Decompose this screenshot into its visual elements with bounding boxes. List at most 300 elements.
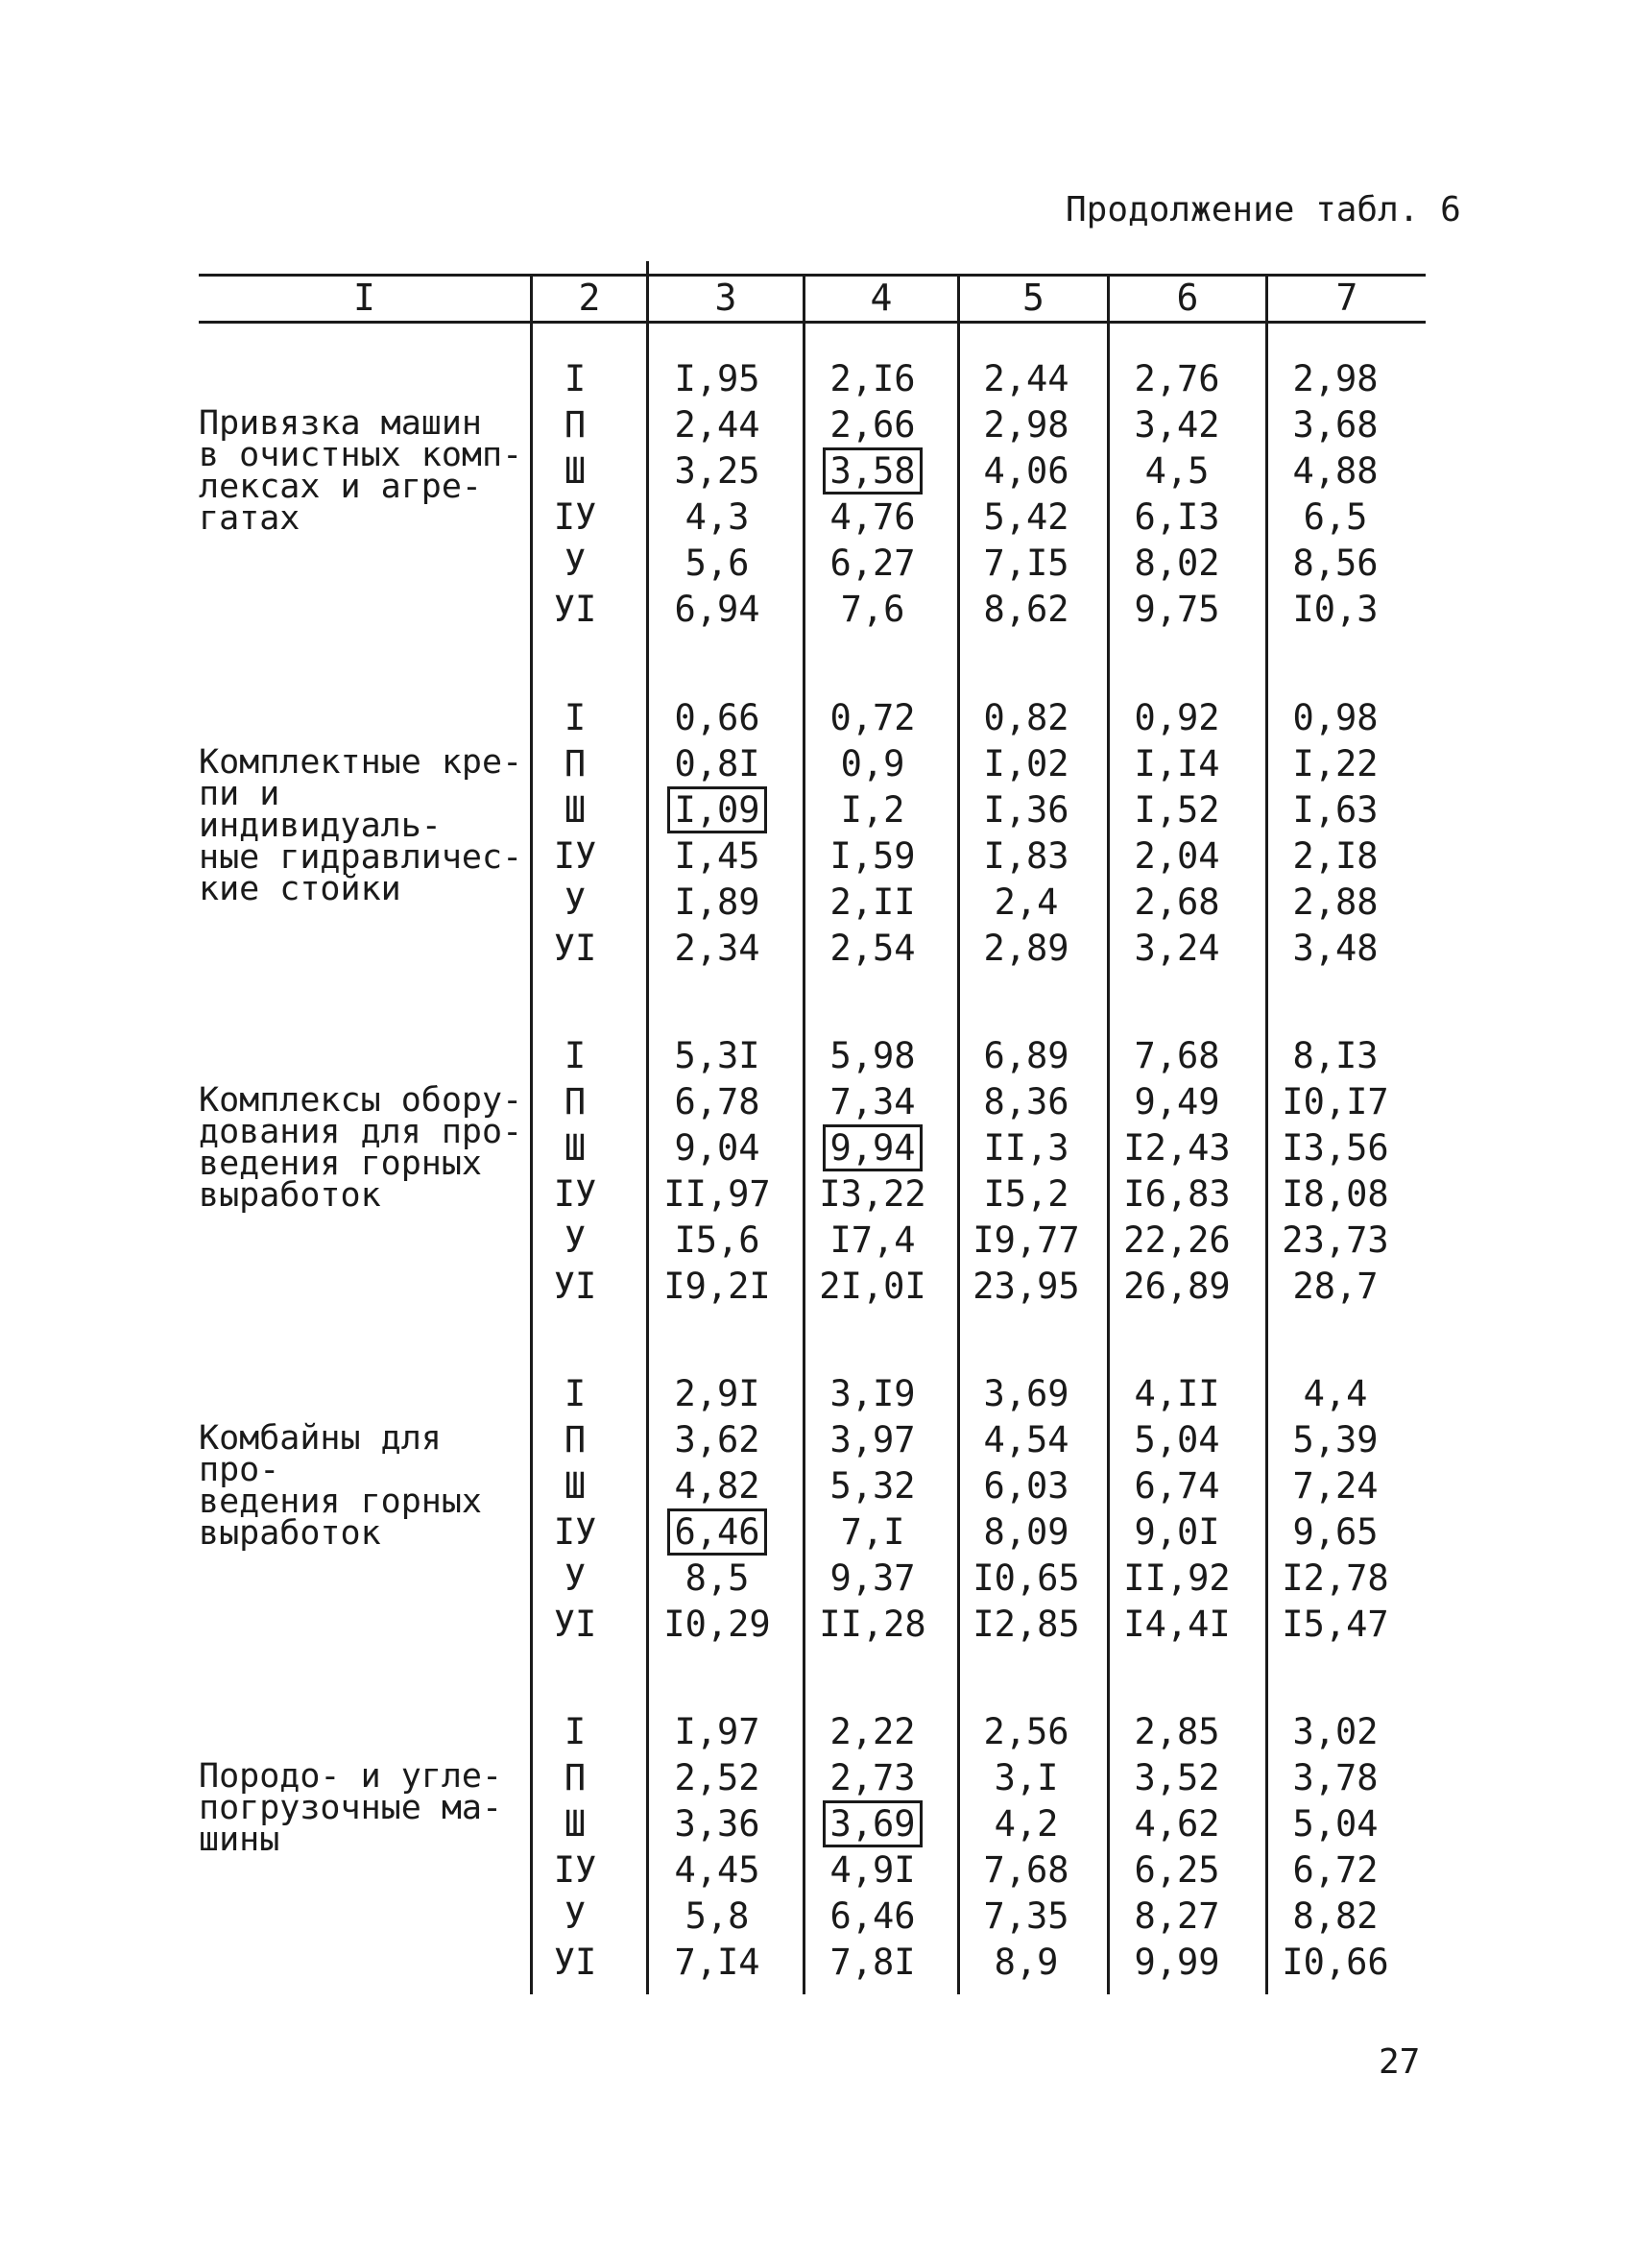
cell-value: 2,98	[1292, 358, 1379, 399]
cell-value: 2,4	[994, 881, 1059, 923]
cell-value: 8,62	[983, 589, 1069, 630]
cell-value: I6,83	[1123, 1173, 1231, 1215]
table-cell	[1268, 1943, 1403, 1982]
cell-value: 8,9	[994, 1942, 1059, 1983]
cell-value: 26,89	[1123, 1266, 1231, 1307]
table-cell	[649, 544, 785, 583]
row-category	[533, 883, 617, 922]
cell-value: 6,94	[674, 589, 760, 630]
cell-value: 2I,0I	[819, 1266, 926, 1307]
table-cell	[1110, 1267, 1244, 1306]
table-cell	[1268, 1851, 1403, 1890]
cell-value: I	[564, 358, 587, 399]
table-cell	[1110, 1897, 1244, 1936]
cell-value: 3,62	[674, 1419, 760, 1460]
table-cell	[649, 1897, 785, 1936]
table-cell	[1268, 1221, 1403, 1260]
cell-value: 4,9I	[829, 1849, 916, 1891]
table-cell	[649, 791, 785, 830]
table-cell	[1110, 791, 1244, 830]
table-cell	[805, 1759, 940, 1798]
cell-value: 6,03	[983, 1465, 1069, 1507]
cell-value: УI	[553, 1942, 597, 1983]
row-category	[533, 1037, 617, 1075]
table-cell	[960, 1943, 1093, 1982]
cell-value: 0,8I	[674, 743, 760, 784]
table-cell	[1110, 1421, 1244, 1460]
cell-value: Ш	[564, 450, 587, 492]
row-category	[533, 1221, 617, 1260]
row-category	[533, 1559, 617, 1598]
table-cell	[805, 1559, 940, 1598]
table-cell	[1110, 1467, 1244, 1506]
table-cell	[1268, 929, 1403, 968]
cell-value: 4,2	[994, 1803, 1059, 1845]
cell-value: П	[564, 404, 587, 446]
cell-value: 9,37	[829, 1557, 916, 1599]
table-cell	[1110, 1129, 1244, 1168]
table-cell	[805, 837, 940, 876]
table-cell	[960, 1375, 1093, 1413]
cell-value: IУ	[553, 1511, 597, 1553]
highlighted-value: 3,58	[823, 447, 922, 495]
table-cell	[805, 360, 940, 398]
column-header-7: 7	[1335, 277, 1358, 319]
column-header-3: 3	[714, 277, 737, 319]
cell-value: I0,65	[973, 1557, 1080, 1599]
table-cell	[960, 544, 1093, 583]
row-category	[533, 1129, 617, 1168]
table-cell	[1268, 699, 1403, 737]
row-group-label: Породо- и угле- погрузочные ма- шины	[199, 1757, 503, 1859]
table-cell	[960, 498, 1093, 537]
cell-value: I5,2	[983, 1173, 1069, 1215]
table-cell	[1110, 591, 1244, 629]
table-cell	[805, 544, 940, 583]
column-header-6: 6	[1176, 277, 1199, 319]
cell-value: 2,34	[674, 928, 760, 969]
highlighted-value: 9,94	[823, 1124, 922, 1171]
cell-value: I3,22	[819, 1173, 926, 1215]
cell-value: 0,66	[674, 697, 760, 738]
table-cell	[649, 591, 785, 629]
row-category	[533, 1083, 617, 1122]
cell-value: 2,54	[829, 928, 916, 969]
cell-value: I2,85	[973, 1604, 1080, 1645]
cell-value: I9,2I	[663, 1266, 771, 1307]
table-caption: Продолжение табл. 6	[1066, 190, 1461, 229]
cell-value: I	[564, 1373, 587, 1414]
table-cell	[805, 1421, 940, 1460]
cell-value: 0,72	[829, 697, 916, 738]
table-cell	[805, 1175, 940, 1214]
table-cell	[1268, 1805, 1403, 1844]
cell-value: 8,5	[684, 1557, 750, 1599]
table-cell	[1110, 1037, 1244, 1075]
cell-value: 3,48	[1292, 928, 1379, 969]
row-category	[533, 1943, 617, 1982]
table-cell	[1268, 883, 1403, 922]
table-cell	[960, 452, 1093, 491]
table-cell	[1268, 544, 1403, 583]
row-category	[533, 498, 617, 537]
row-category	[533, 1375, 617, 1413]
row-category	[533, 1759, 617, 1798]
table-cell	[805, 699, 940, 737]
cell-value: 3,97	[829, 1419, 916, 1460]
table-cell	[649, 1375, 785, 1413]
cell-value: I,63	[1292, 789, 1379, 831]
cell-value: П	[564, 1757, 587, 1798]
cell-value: 8,02	[1134, 543, 1220, 584]
cell-value: 2,66	[829, 404, 916, 446]
row-category	[533, 360, 617, 398]
row-category	[533, 745, 617, 784]
cell-value: II,28	[819, 1604, 926, 1645]
cell-value: Ш	[564, 1803, 587, 1845]
cell-value: 3,02	[1292, 1711, 1379, 1752]
table-cell	[1268, 498, 1403, 537]
table-cell	[960, 1037, 1093, 1075]
cell-value: 2,II	[829, 881, 916, 923]
cell-value: 8,82	[1292, 1895, 1379, 1937]
cell-value: 2,76	[1134, 358, 1220, 399]
cell-value: 9,49	[1134, 1081, 1220, 1122]
table-cell	[1110, 745, 1244, 784]
table-cell	[1110, 699, 1244, 737]
cell-value: I2,43	[1123, 1127, 1231, 1169]
table-cell	[1110, 1375, 1244, 1413]
row-category	[533, 406, 617, 445]
cell-value: 7,68	[983, 1849, 1069, 1891]
table-cell	[649, 883, 785, 922]
table-cell	[960, 1421, 1093, 1460]
cell-value: 2,22	[829, 1711, 916, 1752]
table-cell	[1110, 544, 1244, 583]
cell-value: 2,88	[1292, 881, 1379, 923]
cell-value: Ш	[564, 789, 587, 831]
table-cell	[805, 929, 940, 968]
cell-value: 4,54	[983, 1419, 1069, 1460]
table-cell	[1268, 1083, 1403, 1122]
column-header-1: I	[353, 277, 375, 319]
table-cell	[960, 837, 1093, 876]
table-cell	[649, 1467, 785, 1506]
cell-value: I3,56	[1282, 1127, 1389, 1169]
row-category	[533, 791, 617, 830]
cell-value: 2,85	[1134, 1711, 1220, 1752]
cell-value: IУ	[553, 835, 597, 877]
table-cell	[649, 406, 785, 445]
cell-value: 6,89	[983, 1035, 1069, 1076]
table-cell	[1268, 591, 1403, 629]
cell-value: 5,39	[1292, 1419, 1379, 1460]
cell-value: 5,6	[684, 543, 750, 584]
table-cell	[649, 1513, 785, 1552]
table-cell	[960, 1851, 1093, 1890]
table-cell	[1110, 1713, 1244, 1751]
page-number: 27	[1379, 2042, 1421, 2082]
cell-value: У	[564, 1895, 587, 1937]
cell-value: 2,9I	[674, 1373, 760, 1414]
row-category	[533, 1805, 617, 1844]
table-cell	[960, 883, 1093, 922]
row-category	[533, 1467, 617, 1506]
highlighted-value: 6,46	[667, 1508, 766, 1556]
table-cell	[649, 1805, 785, 1844]
cell-value: 6,72	[1292, 1849, 1379, 1891]
cell-value: 2,56	[983, 1711, 1069, 1752]
column-header-2: 2	[578, 277, 601, 319]
table-header-rule	[199, 321, 1426, 324]
cell-value: 3,68	[1292, 404, 1379, 446]
row-category	[533, 1513, 617, 1552]
cell-value: П	[564, 1081, 587, 1122]
cell-value: I,I4	[1134, 743, 1220, 784]
cell-value: 6,5	[1303, 496, 1368, 538]
cell-value: I	[564, 1711, 587, 1752]
highlighted-value: I,09	[667, 786, 766, 833]
cell-value: 2,73	[829, 1757, 916, 1798]
table-cell	[960, 1083, 1093, 1122]
table-cell	[1110, 837, 1244, 876]
table-cell	[1268, 1897, 1403, 1936]
row-category	[533, 1851, 617, 1890]
table-cell	[805, 498, 940, 537]
table-cell	[1110, 360, 1244, 398]
cell-value: 9,0I	[1134, 1511, 1220, 1553]
table-cell	[649, 929, 785, 968]
table-cell	[649, 1083, 785, 1122]
table-cell	[1268, 1267, 1403, 1306]
row-category	[533, 1175, 617, 1214]
table-cell	[649, 452, 785, 491]
cell-value: I0,I7	[1282, 1081, 1389, 1122]
cell-value: 7,I5	[983, 543, 1069, 584]
table-cell	[1268, 1175, 1403, 1214]
cell-value: I7,4	[829, 1219, 916, 1261]
cell-value: I,97	[674, 1711, 760, 1752]
cell-value: 22,26	[1123, 1219, 1231, 1261]
table-cell	[805, 1221, 940, 1260]
table-cell	[1268, 360, 1403, 398]
cell-value: II,97	[663, 1173, 771, 1215]
table-cell	[1268, 1605, 1403, 1644]
table-cell	[649, 1175, 785, 1214]
cell-value: I	[564, 1035, 587, 1076]
cell-value: 5,04	[1134, 1419, 1220, 1460]
table-cell	[649, 1559, 785, 1598]
cell-value: II,92	[1123, 1557, 1231, 1599]
column-header-4: 4	[870, 277, 893, 319]
table-cell	[805, 1851, 940, 1890]
cell-value: 3,42	[1134, 404, 1220, 446]
cell-value: 7,I	[840, 1511, 905, 1553]
cell-value: I,02	[983, 743, 1069, 784]
cell-value: 7,I4	[674, 1942, 760, 1983]
table-cell	[805, 1805, 940, 1844]
table-cell	[960, 699, 1093, 737]
cell-value: 9,04	[674, 1127, 760, 1169]
cell-value: 23,95	[973, 1266, 1080, 1307]
table-cell	[649, 360, 785, 398]
cell-value: 5,3I	[674, 1035, 760, 1076]
cell-value: 5,04	[1292, 1803, 1379, 1845]
table-cell	[805, 1083, 940, 1122]
cell-value: I5,6	[674, 1219, 760, 1261]
table-cell	[649, 1605, 785, 1644]
table-cell	[960, 1221, 1093, 1260]
table-cell	[1268, 1421, 1403, 1460]
table-cell	[1110, 1605, 1244, 1644]
table-cell	[1110, 929, 1244, 968]
cell-value: Ш	[564, 1465, 587, 1507]
cell-value: 6,I3	[1134, 496, 1220, 538]
cell-value: I4,4I	[1123, 1604, 1231, 1645]
cell-value: 3,I	[994, 1757, 1059, 1798]
table-cell	[649, 1713, 785, 1751]
cell-value: I,89	[674, 881, 760, 923]
row-category	[533, 1713, 617, 1751]
cell-value: I5,47	[1282, 1604, 1389, 1645]
cell-value: Ш	[564, 1127, 587, 1169]
cell-value: 5,42	[983, 496, 1069, 538]
table-cell	[960, 1759, 1093, 1798]
cell-value: 2,44	[983, 358, 1069, 399]
cell-value: 3,36	[674, 1803, 760, 1845]
table-cell	[649, 837, 785, 876]
cell-value: 7,6	[840, 589, 905, 630]
cell-value: I	[564, 697, 587, 738]
table-cell	[805, 1129, 940, 1168]
table-cell	[1268, 1037, 1403, 1075]
cell-value: 7,24	[1292, 1465, 1379, 1507]
cell-value: 6,25	[1134, 1849, 1220, 1891]
cell-value: II,3	[983, 1127, 1069, 1169]
cell-value: 23,73	[1282, 1219, 1389, 1261]
cell-value: 3,24	[1134, 928, 1220, 969]
table-cell	[805, 1267, 940, 1306]
cell-value: 4,06	[983, 450, 1069, 492]
table-cell	[1268, 1759, 1403, 1798]
table-cell	[1110, 406, 1244, 445]
cell-value: 7,68	[1134, 1035, 1220, 1076]
table-cell	[960, 745, 1093, 784]
table-cell	[960, 1467, 1093, 1506]
table-cell	[805, 1943, 940, 1982]
table-cell	[960, 1559, 1093, 1598]
row-category	[533, 1267, 617, 1306]
cell-value: УI	[553, 1604, 597, 1645]
cell-value: 7,8I	[829, 1942, 916, 1983]
row-category	[533, 1421, 617, 1460]
cell-value: IУ	[553, 1849, 597, 1891]
column-header-5: 5	[1022, 277, 1045, 319]
cell-value: 4,45	[674, 1849, 760, 1891]
cell-value: 5,32	[829, 1465, 916, 1507]
table-top-rule	[199, 274, 1426, 277]
table-cell	[1268, 745, 1403, 784]
cell-value: 3,I9	[829, 1373, 916, 1414]
table-cell	[805, 406, 940, 445]
cell-value: I,45	[674, 835, 760, 877]
table-cell	[805, 1037, 940, 1075]
cell-value: 4,76	[829, 496, 916, 538]
cell-value: I,52	[1134, 789, 1220, 831]
table-cell	[1110, 1221, 1244, 1260]
cell-value: 4,88	[1292, 450, 1379, 492]
row-category	[533, 544, 617, 583]
table-cell	[649, 745, 785, 784]
table-cell	[805, 1375, 940, 1413]
cell-value: 4,3	[684, 496, 750, 538]
cell-value: I,83	[983, 835, 1069, 877]
cell-value: I,95	[674, 358, 760, 399]
table-cell	[960, 1713, 1093, 1751]
cell-value: I,2	[840, 789, 905, 831]
cell-value: I,59	[829, 835, 916, 877]
cell-value: I,22	[1292, 743, 1379, 784]
cell-value: 0,98	[1292, 697, 1379, 738]
cell-value: 2,52	[674, 1757, 760, 1798]
table-cell	[805, 452, 940, 491]
table-cell	[1268, 1713, 1403, 1751]
table-cell	[649, 1759, 785, 1798]
table-cell	[1110, 1513, 1244, 1552]
cell-value: 3,69	[983, 1373, 1069, 1414]
cell-value: П	[564, 1419, 587, 1460]
table-cell	[805, 1467, 940, 1506]
table-cell	[1110, 1083, 1244, 1122]
cell-value: 8,27	[1134, 1895, 1220, 1937]
cell-value: 7,34	[829, 1081, 916, 1122]
cell-value: 6,46	[829, 1895, 916, 1937]
cell-value: IУ	[553, 1173, 597, 1215]
row-category	[533, 1605, 617, 1644]
cell-value: 4,4	[1303, 1373, 1368, 1414]
table-cell	[649, 1267, 785, 1306]
cell-value: 4,5	[1144, 450, 1210, 492]
cell-value: I8,08	[1282, 1173, 1389, 1215]
cell-value: 8,56	[1292, 543, 1379, 584]
cell-value: 5,98	[829, 1035, 916, 1076]
cell-value: УI	[553, 1266, 597, 1307]
table-cell	[1268, 1467, 1403, 1506]
cell-value: У	[564, 1557, 587, 1599]
table-cell	[1268, 1559, 1403, 1598]
table-cell	[960, 1129, 1093, 1168]
cell-value: 3,78	[1292, 1757, 1379, 1798]
table-cell	[1110, 1175, 1244, 1214]
table-cell	[805, 1513, 940, 1552]
row-group-label: Комплектные кре- пи и индивидуаль- ные гидравличес- кие стойки	[199, 743, 523, 908]
table-cell	[960, 1897, 1093, 1936]
table-cell	[1110, 1805, 1244, 1844]
cell-value: I0,29	[663, 1604, 771, 1645]
table-cell	[1110, 498, 1244, 537]
table-cell	[805, 1897, 940, 1936]
cell-value: I0,66	[1282, 1942, 1389, 1983]
cell-value: 4,82	[674, 1465, 760, 1507]
row-group-label: Комбайны для про- ведения горных выработок	[199, 1419, 483, 1553]
table-cell	[960, 591, 1093, 629]
cell-value: П	[564, 743, 587, 784]
cell-value: У	[564, 1219, 587, 1261]
cell-value: 0,92	[1134, 697, 1220, 738]
cell-value: УI	[553, 928, 597, 969]
cell-value: I9,77	[973, 1219, 1080, 1261]
cell-value: IУ	[553, 496, 597, 538]
